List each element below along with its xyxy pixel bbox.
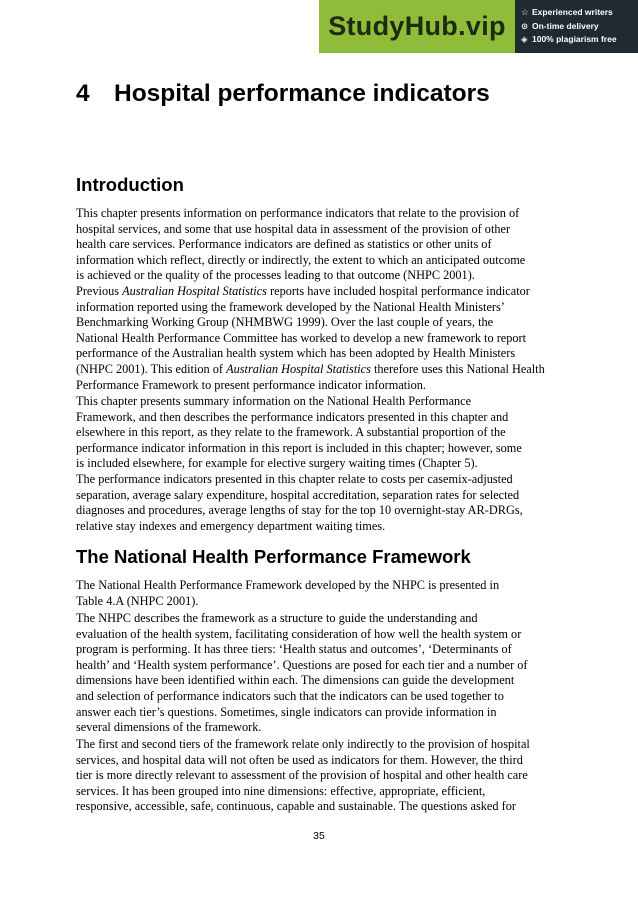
text-line: This chapter presents information on performance indicators that relate to the provision of (76, 206, 520, 220)
section-heading-framework: The National Health Performance Framework (76, 546, 471, 567)
text-line: is achieved or the quality of the processes leading to that outcome (NHPC 2001). (76, 268, 475, 283)
text-line: The first and second tiers of the framework relate only indirectly to the provision of hospital (76, 737, 530, 751)
publication-title: Australian Hospital Statistics (122, 284, 267, 298)
text-line: diagnoses and procedures, average lengths of stay for the top 10 overnight-stay AR-DRGs, (76, 503, 523, 518)
text-line: services, and hospital data will not often be used as indicators for them. However, the third (76, 752, 523, 767)
text-line: The performance indicators presented in this chapter relate to costs per casemix-adjusted (76, 472, 513, 486)
text-line: Performance Framework to present performance indicator information. (76, 377, 426, 392)
feature-text: Experienced writers (532, 7, 613, 17)
text-line: The NHPC describes the framework as a structure to guide the understanding and (76, 611, 478, 625)
text-line: answer each tier’s questions. Sometimes, single indicators can provide information in (76, 704, 497, 719)
text-line: separation, average salary expenditure, hospital accreditation, separation rates for selected (76, 487, 520, 502)
text-line: hospital services, and some that use hospital data in assessment of the provision of other (76, 221, 511, 236)
text-line: evaluation of the health system, facilitating consideration of how well the health system or (76, 626, 522, 641)
text-line: is included elsewhere, for example for elective surgery waiting times (Chapter 5). (76, 456, 478, 471)
shield-icon: ◈ (521, 34, 528, 44)
chapter-number: 4 (76, 80, 90, 107)
text-line: several dimensions of the framework. (76, 720, 262, 735)
text-line: (NHPC 2001). This edition of Australian Hospital Statistics therefore uses this National Health (76, 361, 545, 376)
section-heading-introduction: Introduction (76, 174, 184, 195)
paragraph-framework-3 (76, 737, 566, 815)
text-line: performance indicator information in this report is included in this chapter; however, some (76, 440, 522, 455)
paragraph-intro-4 (76, 472, 566, 534)
text-line: health’ and ‘Health system performance’. Questions are posed for each tier and a number of (76, 657, 528, 672)
feature-text: 100% plagiarism free (532, 34, 617, 44)
text-line: performance of the Australian health system which has been adopted by Health Ministers (76, 346, 516, 361)
paragraph-framework-2 (76, 611, 566, 736)
text-line: Benchmarking Working Group (NHMBWG 1999). Over the last couple of years, the (76, 315, 494, 330)
publication-title: Australian Hospital Statistics (226, 361, 371, 376)
paragraph-intro-2 (76, 284, 566, 393)
text-line: National Health Performance Committee has worked to develop a new framework to report (76, 330, 527, 345)
paragraph-framework-1 (76, 578, 566, 609)
paragraph-intro-1 (76, 206, 566, 284)
text-line: relative stay indexes and emergency department waiting times. (76, 518, 386, 533)
text-line: responsive, accessible, safe, continuous, capable and sustainable. The questions asked for (76, 799, 516, 814)
text-line: This chapter presents summary information on the National Health Performance (76, 394, 472, 408)
feature-list (521, 6, 637, 47)
feature-item (521, 33, 637, 47)
text-line: tier is more directly relevant to assessment of the provision of hospital and other health care (76, 768, 528, 783)
text-line: services. It has been grouped into nine dimensions: effective, appropriate, efficient, (76, 783, 486, 798)
text-line: information reported using the framework developed by the National Health Ministers’ (76, 299, 505, 314)
text-line: health care services. Performance indicators are defined as statistics or other units of (76, 237, 492, 252)
feature-item (521, 6, 637, 20)
feature-text: On-time delivery (532, 20, 599, 31)
feature-item (521, 20, 637, 34)
text-line: information which reflect, directly or indirectly, the extent to which an anticipated outcome (76, 252, 526, 267)
text-line: Framework, and then describes the performance indicators presented in this chapter and (76, 409, 509, 424)
paragraph-intro-3 (76, 394, 566, 472)
text-line: program is performing. It has three tiers: ‘Health status and outcomes’, ‘Determinants of (76, 642, 512, 657)
text-line: Table 4.A (NHPC 2001). (76, 593, 199, 608)
brand-logo[interactable]: StudyHub.vip (319, 0, 515, 53)
star-icon: ☆ (521, 7, 529, 17)
text-line: and selection of performance indicators such that the indicators can be used together to (76, 688, 504, 703)
chapter-title (76, 78, 490, 110)
text-line: Previous Australian Hospital Statistics reports have included hospital performance indicator (76, 284, 530, 298)
text-line: elsewhere in this report, as they relate to the framework. A substantial proportion of the (76, 425, 506, 440)
page-number: 35 (313, 830, 325, 842)
text-line: The National Health Performance Framework developed by the NHPC is presented in (76, 578, 500, 592)
text-line: dimensions have been identified within each. The dimensions can guide the development (76, 673, 515, 688)
promo-banner[interactable] (319, 0, 638, 53)
clock-icon: ⊙ (521, 20, 529, 31)
chapter-title-text: Hospital performance indicators (114, 80, 490, 107)
